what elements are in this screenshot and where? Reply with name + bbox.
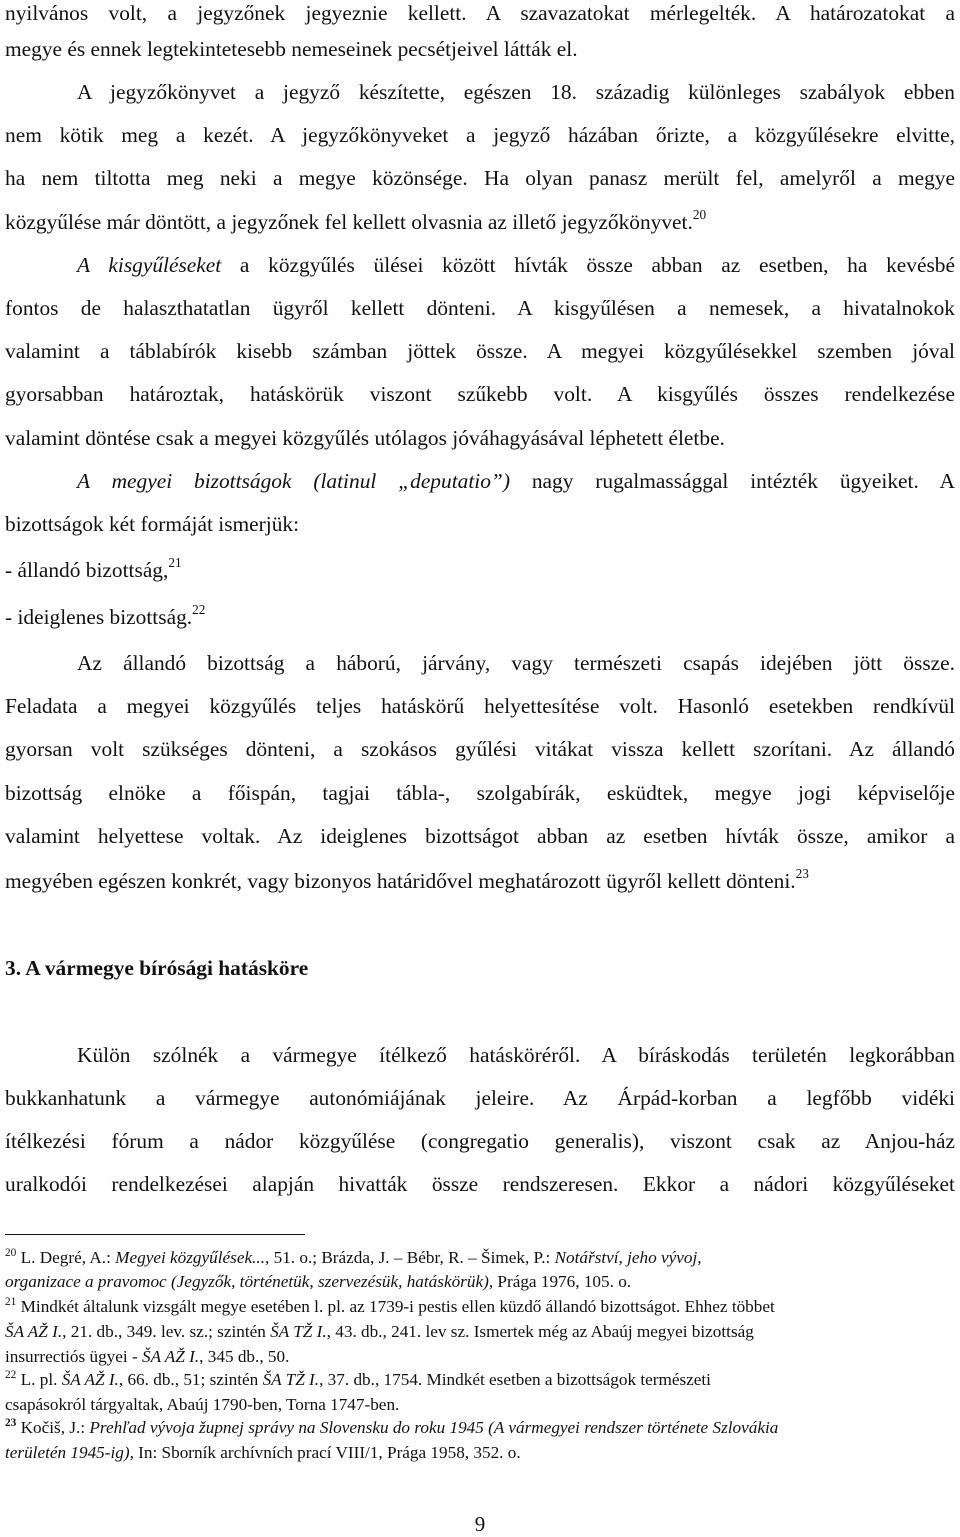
- footnote-21-cont: [5, 1322, 955, 1342]
- line-text: - állandó bizottság,: [5, 558, 169, 582]
- body-line: bizottságok két formáját ismerjük:: [5, 512, 300, 536]
- list-item: [5, 604, 955, 630]
- footnote-text: , 43. db., 241. lev sz. Ismertek még az Abaúj megyei bizottság: [326, 1322, 754, 1341]
- body-line: [5, 209, 955, 235]
- footnote-text: insurrectiós ügyei -: [5, 1347, 142, 1366]
- body-line: Az állandó bizottság a háború, járvány, vagy természeti csapás idejében jött össze.: [77, 651, 955, 675]
- body-line: bizottság elnöke a főispán, tagjai tábla-, szolgabírák, esküdtek, megye jogi képviselője: [5, 781, 955, 805]
- footnote-number: 23: [5, 1417, 17, 1430]
- body-line: bukkanhatunk a vármegye autonómiájának jeleire. Az Árpád-korban a legfőbb vidéki: [5, 1086, 955, 1110]
- footnote-text: In: Sborník archívních prací VIII/1, Prága 1958, 352. o.: [133, 1443, 521, 1462]
- footnote-text: Mindkét általunk vizsgált megye esetében l. pl. az 1739-i pestis ellen küzdő állandó bizottságot. Ehhez többet: [20, 1297, 775, 1316]
- footnote-text: Kočiš, J.:: [20, 1418, 90, 1437]
- line-text: - ideiglenes bizottság.: [5, 605, 193, 629]
- body-line: [5, 868, 955, 894]
- footnote-ref: 21: [168, 555, 182, 571]
- footnote-italic: területén 1945-ig),: [5, 1443, 134, 1462]
- body-line: A jegyzőkönyvet a jegyző készítette, egészen 18. századig különleges szabályok ebben: [77, 80, 955, 104]
- footnote-text: , 66. db., 51; szintén: [118, 1370, 263, 1389]
- body-line: fontos de halaszthatatlan ügyről kellett dönteni. A kisgyűlésen a nemesek, a hivatalnokok: [5, 296, 955, 320]
- footnote-text: L. Degré, A.:: [20, 1248, 116, 1267]
- line-text: a közgyűlés ülései között hívták össze abban az esetben, ha kevésbé: [239, 253, 955, 277]
- body-line: Külön szólnék a vármegye ítélkező hatásköréről. A bíráskodás területén legkorábban: [77, 1043, 955, 1067]
- body-line: [77, 468, 955, 494]
- footnote-italic: Prehľad vývoja župnej správy na Slovensku do roku 1945 (A vármegyei rendszer története Szlovákia: [89, 1418, 779, 1437]
- footnote-22-cont: [5, 1395, 955, 1415]
- footnote-20-cont: [5, 1272, 955, 1292]
- footnote-20: [5, 1248, 955, 1268]
- body-line: [77, 252, 955, 278]
- footnote-text: , 21. db., 349. lev. sz.; szintén: [62, 1322, 271, 1341]
- footnote-italic: organizace a pravomoc (Jegyzők, történetük, szervezésük, hatáskörük),: [5, 1272, 494, 1291]
- italic-term: A kisgyűléseket: [77, 253, 222, 277]
- page-number: 9: [474, 1512, 486, 1536]
- footnote-23-cont: [5, 1443, 955, 1463]
- footnote-number: 22: [5, 1369, 17, 1382]
- section-heading: 3. A vármegye bírósági hatásköre: [5, 956, 309, 980]
- body-line: gyorsabban határoztak, hatáskörük viszont szűkebb volt. A kisgyűlés összes rendelkezése: [5, 382, 955, 406]
- body-line: ha nem tiltotta meg neki a megye közönsége. Ha olyan panasz merült fel, amelyről a megye: [5, 166, 955, 190]
- footnote-italic: Notářství, jeho vývoj,: [554, 1248, 702, 1267]
- footnote-italic: Megyei közgyűlések...: [115, 1248, 265, 1267]
- body-line: ítélkezési fórum a nádor közgyűlése (congregatio generalis), viszont csak az Anjou-ház: [5, 1129, 955, 1153]
- body-line: gyorsan volt szükséges dönteni, a szokásos gyűlési vitákat vissza kellett szorítani. Az állandó: [5, 737, 955, 761]
- body-line: Feladata a megyei közgyűlés teljes hatáskörű helyettesítése volt. Hasonló esetekben rendkívül: [5, 694, 955, 718]
- body-line: valamint a táblabírók kisebb számban jöttek össze. A megyei közgyűlésekkel szemben jóval: [5, 339, 955, 363]
- footnote-21: [5, 1297, 955, 1317]
- footnote-text: csapásokról tárgyaltak, Abaúj 1790-ben, Torna 1747-ben.: [5, 1395, 400, 1414]
- body-line: megye és ennek legtekintetesebb nemeseinek pecsétjeivel látták el.: [5, 37, 578, 61]
- body-line: nyilvános volt, a jegyzőnek jegyeznie kellett. A szavazatokat mérlegelték. A határozatokat a: [5, 1, 955, 25]
- body-line: uralkodói rendelkezései alapján hivatták össze rendszeresen. Ekkor a nádori közgyűléseket: [5, 1172, 955, 1196]
- footnote-text: L. pl.: [20, 1370, 62, 1389]
- list-item: [5, 557, 955, 583]
- footnote-number: 20: [5, 1247, 17, 1260]
- footnote-ref: 22: [192, 602, 206, 618]
- footnote-22: [5, 1370, 955, 1390]
- line-text: nagy rugalmassággal intézték ügyeiket. A: [531, 469, 955, 493]
- line-text: közgyűlése már döntött, a jegyzőnek fel kellett olvasnia az illető jegyzőkönyvet.: [5, 210, 693, 234]
- body-line: valamint döntése csak a megyei közgyűlés utólagos jóváhagyásával léphetett életbe.: [5, 426, 725, 450]
- footnote-text: , 345 db., 50.: [199, 1347, 290, 1366]
- body-line: nem kötik meg a kezét. A jegyzőkönyveket a jegyző házában őrizte, a közgyűlésekre elvitte,: [5, 123, 955, 147]
- footnote-italic: ŠA AŽ I.: [5, 1322, 63, 1341]
- footnote-23: [5, 1418, 955, 1438]
- footnote-italic: ŠA AŽ I.: [142, 1347, 200, 1366]
- line-text: megyében egészen konkrét, vagy bizonyos határidővel meghatározott ügyről kellett dönteni.: [5, 869, 796, 893]
- footnote-number: 21: [5, 1296, 17, 1309]
- footnote-italic: ŠA TŽ I.: [270, 1322, 327, 1341]
- footnote-italic: ŠA TŽ I.: [262, 1370, 320, 1389]
- body-line: valamint helyettese voltak. Az ideiglenes bizottságot abban az esetben hívták össze, amikor a: [5, 824, 955, 848]
- footnote-italic: ŠA AŽ I.: [61, 1370, 119, 1389]
- footnote-text: , 51. o.; Brázda, J. – Bébr, R. – Šimek, P.:: [265, 1248, 555, 1267]
- footnote-text: Prága 1976, 105. o.: [493, 1272, 632, 1291]
- italic-term: A megyei bizottságok (latinul „deputatio”): [77, 469, 510, 493]
- footnote-21-cont: [5, 1347, 955, 1367]
- footnote-ref: 20: [692, 207, 707, 223]
- footnote-ref: 23: [795, 866, 809, 882]
- footnote-separator: [5, 1234, 305, 1235]
- footnote-text: , 37. db., 1754. Mindkét esetben a bizottságok természeti: [319, 1370, 711, 1389]
